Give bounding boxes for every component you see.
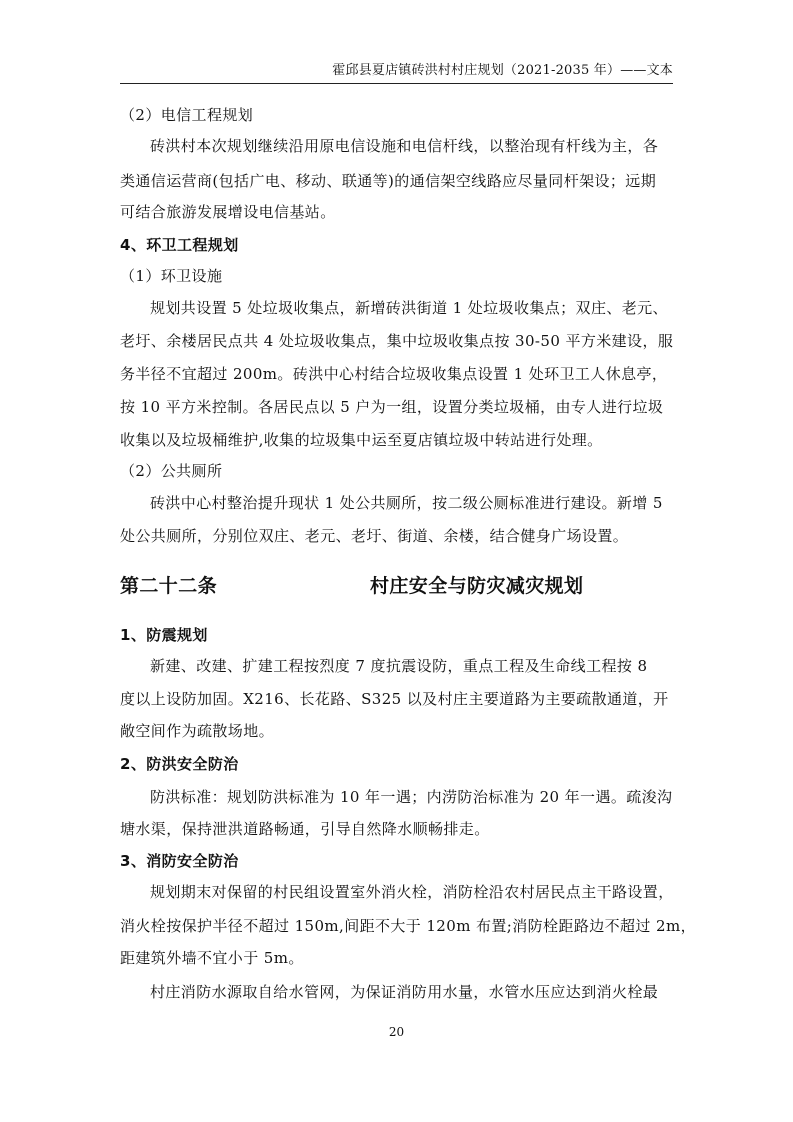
paragraph-line: 处公共厕所，分别位双庄、老元、老圩、街道、余楼，结合健身广场设置。 <box>120 527 629 545</box>
paragraph-line: 务半径不宜超过 200m。砖洪中心村结合垃圾收集点设置 1 处环卫工人休息亭， <box>120 365 668 383</box>
section-heading: 4、环卫工程规划 <box>120 236 239 254</box>
subsection-heading: （2）电信工程规划 <box>120 106 254 124</box>
paragraph-line: 村庄消防水源取自给水管网，为保证消防用水量，水管水压应达到消火栓最 <box>150 983 659 1001</box>
header-rule <box>120 83 673 84</box>
paragraph-line: 敞空间作为疏散场地。 <box>120 722 275 740</box>
subsection-heading: （2）公共厕所 <box>120 462 223 480</box>
article-number: 第二十二条 <box>120 575 218 597</box>
paragraph-line: 规划共设置 5 处垃圾收集点，新增砖洪街道 1 处垃圾收集点；双庄、老元、 <box>150 299 668 317</box>
paragraph-line: 度以上设防加固。X216、长花路、S325 以及村庄主要道路为主要疏散通道，开 <box>120 690 669 708</box>
section-heading: 2、防洪安全防治 <box>120 755 239 773</box>
paragraph-line: 老圩、余楼居民点共 4 处垃圾收集点，集中垃圾收集点按 30-50 平方米建设，服 <box>120 332 674 350</box>
paragraph-line: 塘水渠，保持泄洪道路畅通，引导自然降水顺畅排走。 <box>120 820 490 838</box>
subsection-heading: （1）环卫设施 <box>120 267 223 285</box>
paragraph-line: 距建筑外墙不宜小于 5m。 <box>120 949 304 967</box>
section-heading: 3、消防安全防治 <box>120 852 239 870</box>
article-title: 村庄安全与防灾减灾规划 <box>370 575 584 597</box>
paragraph-line: 新建、改建、扩建工程按烈度 7 度抗震设防，重点工程及生命线工程按 8 <box>150 657 648 675</box>
paragraph-line: 消火栓按保护半径不超过 150m,间距不大于 120m 布置;消防栓距路边不超过 2m， <box>120 917 696 935</box>
paragraph-line: 规划期末对保留的村民组设置室外消火栓，消防栓沿农村居民点主干路设置， <box>150 883 674 901</box>
paragraph-line: 类通信运营商(包括广电、移动、联通等)的通信架空线路应尽量同杆架设；远期 <box>120 172 657 190</box>
paragraph-line: 可结合旅游发展增设电信基站。 <box>120 203 336 221</box>
paragraph-line: 收集以及垃圾桶维护,收集的垃圾集中运至夏店镇垃圾中转站进行处理。 <box>120 431 603 449</box>
running-header: 霍邱县夏店镇砖洪村村庄规划（2021-2035 年）——文本 <box>332 63 673 78</box>
paragraph-line: 砖洪村本次规划继续沿用原电信设施和电信杆线，以整治现有杆线为主，各 <box>150 137 659 155</box>
page-number: 20 <box>388 1025 405 1039</box>
paragraph-line: 防洪标准：规划防洪标准为 10 年一遇；内涝防治标准为 20 年一遇。疏浚沟 <box>150 788 673 806</box>
paragraph-line: 砖洪中心村整治提升现状 1 处公共厕所，按二级公厕标准进行建设。新增 5 <box>150 494 663 512</box>
section-heading: 1、防震规划 <box>120 626 208 644</box>
article-heading <box>120 574 680 598</box>
paragraph-line: 按 10 平方米控制。各居民点以 5 户为一组，设置分类垃圾桶，由专人进行垃圾 <box>120 398 664 416</box>
